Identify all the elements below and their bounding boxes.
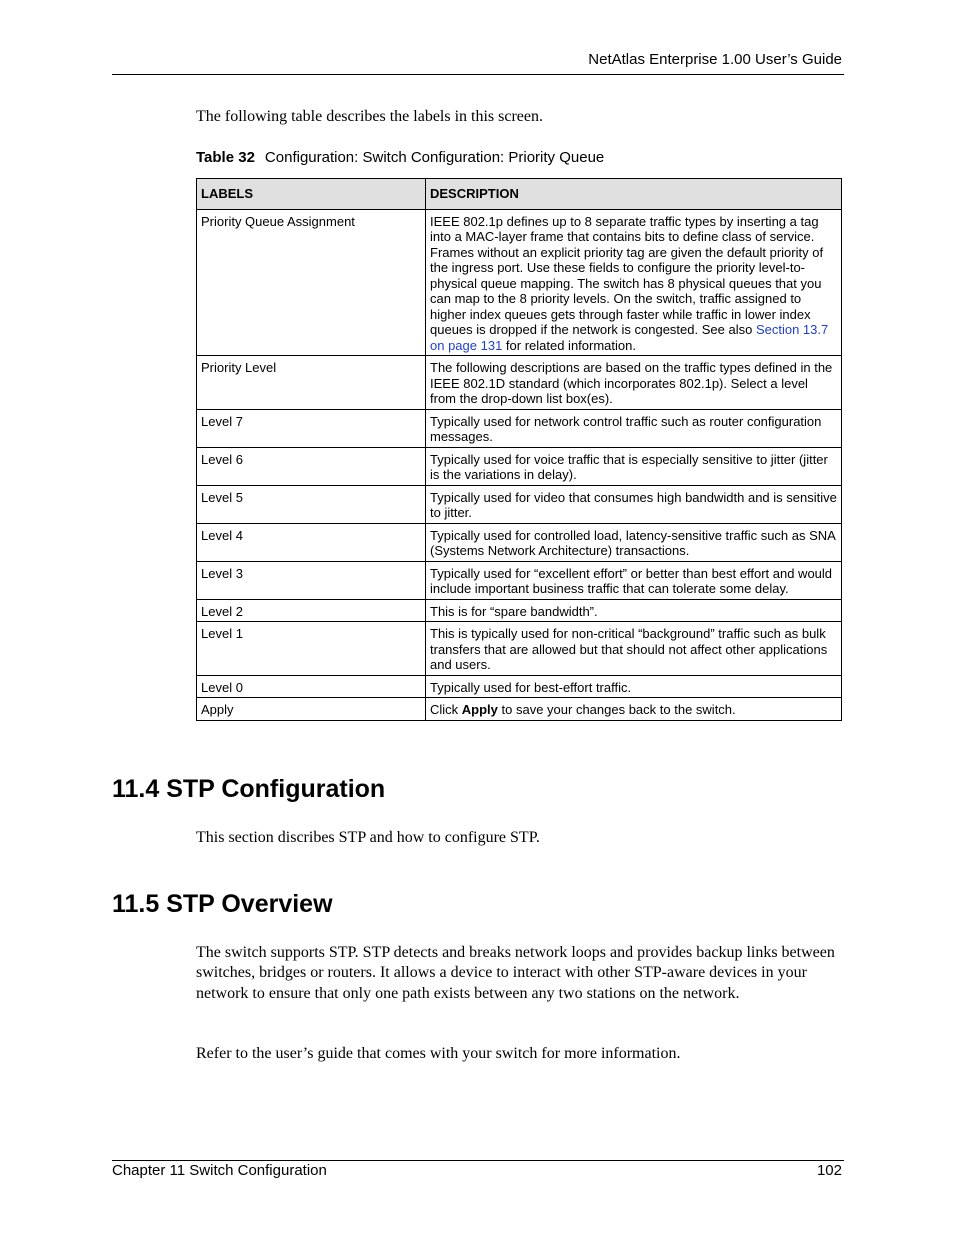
- footer-page-number: 102: [816, 1162, 842, 1179]
- row-description: Typically used for “excellent effort” or better than best effort and would include important business traffic that can tolerate some delay.: [426, 561, 842, 599]
- stp-overview-paragraph-1: The switch supports STP. STP detects and breaks network loops and provides backup links between switches, bridges or routers. It allows a device to interact with other STP-aware devices in your network to ensure that only one path exists between any two stations on the network.: [196, 944, 835, 1002]
- table-row: [197, 622, 842, 676]
- table-row: [197, 698, 842, 721]
- column-header-description: DESCRIPTION: [426, 179, 842, 210]
- table-row: [197, 675, 842, 698]
- running-header-title: NetAtlas Enterprise 1.00 User’s Guide: [588, 51, 842, 68]
- column-header-labels: LABELS: [197, 179, 426, 210]
- table-caption: [196, 149, 604, 166]
- row-description: Typically used for video that consumes high bandwidth and is sensitive to jitter.: [426, 485, 842, 523]
- row-label: Level 5: [197, 485, 426, 523]
- row-description: This is for “spare bandwidth”.: [426, 599, 842, 622]
- footer-chapter: Chapter 11 Switch Configuration: [112, 1162, 327, 1179]
- table-row: [197, 356, 842, 410]
- table-row: [197, 599, 842, 622]
- table-row: [197, 523, 842, 561]
- footer-rule: [112, 1160, 844, 1161]
- row-label: Level 6: [197, 447, 426, 485]
- row-description: This is typically used for non-critical “background” traffic such as bulk transfers that are allowed but that should not affect other applications and users.: [426, 622, 842, 676]
- row-label: Level 4: [197, 523, 426, 561]
- priority-queue-table: [196, 178, 842, 721]
- row-description: Typically used for best-effort traffic.: [426, 675, 842, 698]
- table-row: [197, 561, 842, 599]
- section-heading-stp-configuration: 11.4 STP Configuration: [112, 775, 386, 803]
- table-row: [197, 209, 842, 356]
- row-description: Typically used for network control traffic such as router configuration messages.: [426, 409, 842, 447]
- row-label: Level 1: [197, 622, 426, 676]
- row-description: IEEE 802.1p defines up to 8 separate traffic types by inserting a tag into a MAC-layer frame that contains bits to define class of service. Frames without an explicit priority tag are given the default priority of the ingress port. Use these fields to configure the priority level-to-physical queue mapping. The switch has 8 physical queues that you can map to the 8 priority levels. On the switch, traffic assigned to higher index queues gets through faster while traffic in lower index queues is dropped if the network is congested. See also Section 13.7 on page 131 for related information.: [426, 209, 842, 356]
- table-row: [197, 485, 842, 523]
- row-description: Click Apply to save your changes back to the switch.: [426, 698, 842, 721]
- table-row: [197, 447, 842, 485]
- section-heading-stp-overview: 11.5 STP Overview: [112, 890, 333, 918]
- row-label: Priority Level: [197, 356, 426, 410]
- row-label: Level 2: [197, 599, 426, 622]
- row-description: Typically used for controlled load, latency-sensitive traffic such as SNA (Systems Network Architecture) transactions.: [426, 523, 842, 561]
- stp-overview-paragraph-2: Refer to the user’s guide that comes with your switch for more information.: [196, 1045, 681, 1062]
- row-description: The following descriptions are based on the traffic types defined in the IEEE 802.1D standard (which incorporates 802.1p). Select a level from the drop-down list box(es).: [426, 356, 842, 410]
- table-header-row: [197, 179, 842, 210]
- table-row: [197, 409, 842, 447]
- stp-configuration-body: This section discribes STP and how to configure STP.: [196, 829, 540, 846]
- row-label: Level 3: [197, 561, 426, 599]
- table-caption-text: Configuration: Switch Configuration: Priority Queue: [264, 149, 605, 166]
- row-label: Priority Queue Assignment: [197, 209, 426, 356]
- section-13-7-link[interactable]: Section 13.7 on page 131: [430, 322, 829, 353]
- apply-term: Apply: [461, 702, 498, 717]
- row-label: Level 7: [197, 409, 426, 447]
- row-label: Apply: [197, 698, 426, 721]
- row-label: Level 0: [197, 675, 426, 698]
- table-caption-label: Table 32: [196, 149, 255, 166]
- intro-text: The following table describes the labels in this screen.: [196, 108, 544, 125]
- row-description: Typically used for voice traffic that is especially sensitive to jitter (jitter is the variations in delay).: [426, 447, 842, 485]
- header-rule: [112, 74, 844, 75]
